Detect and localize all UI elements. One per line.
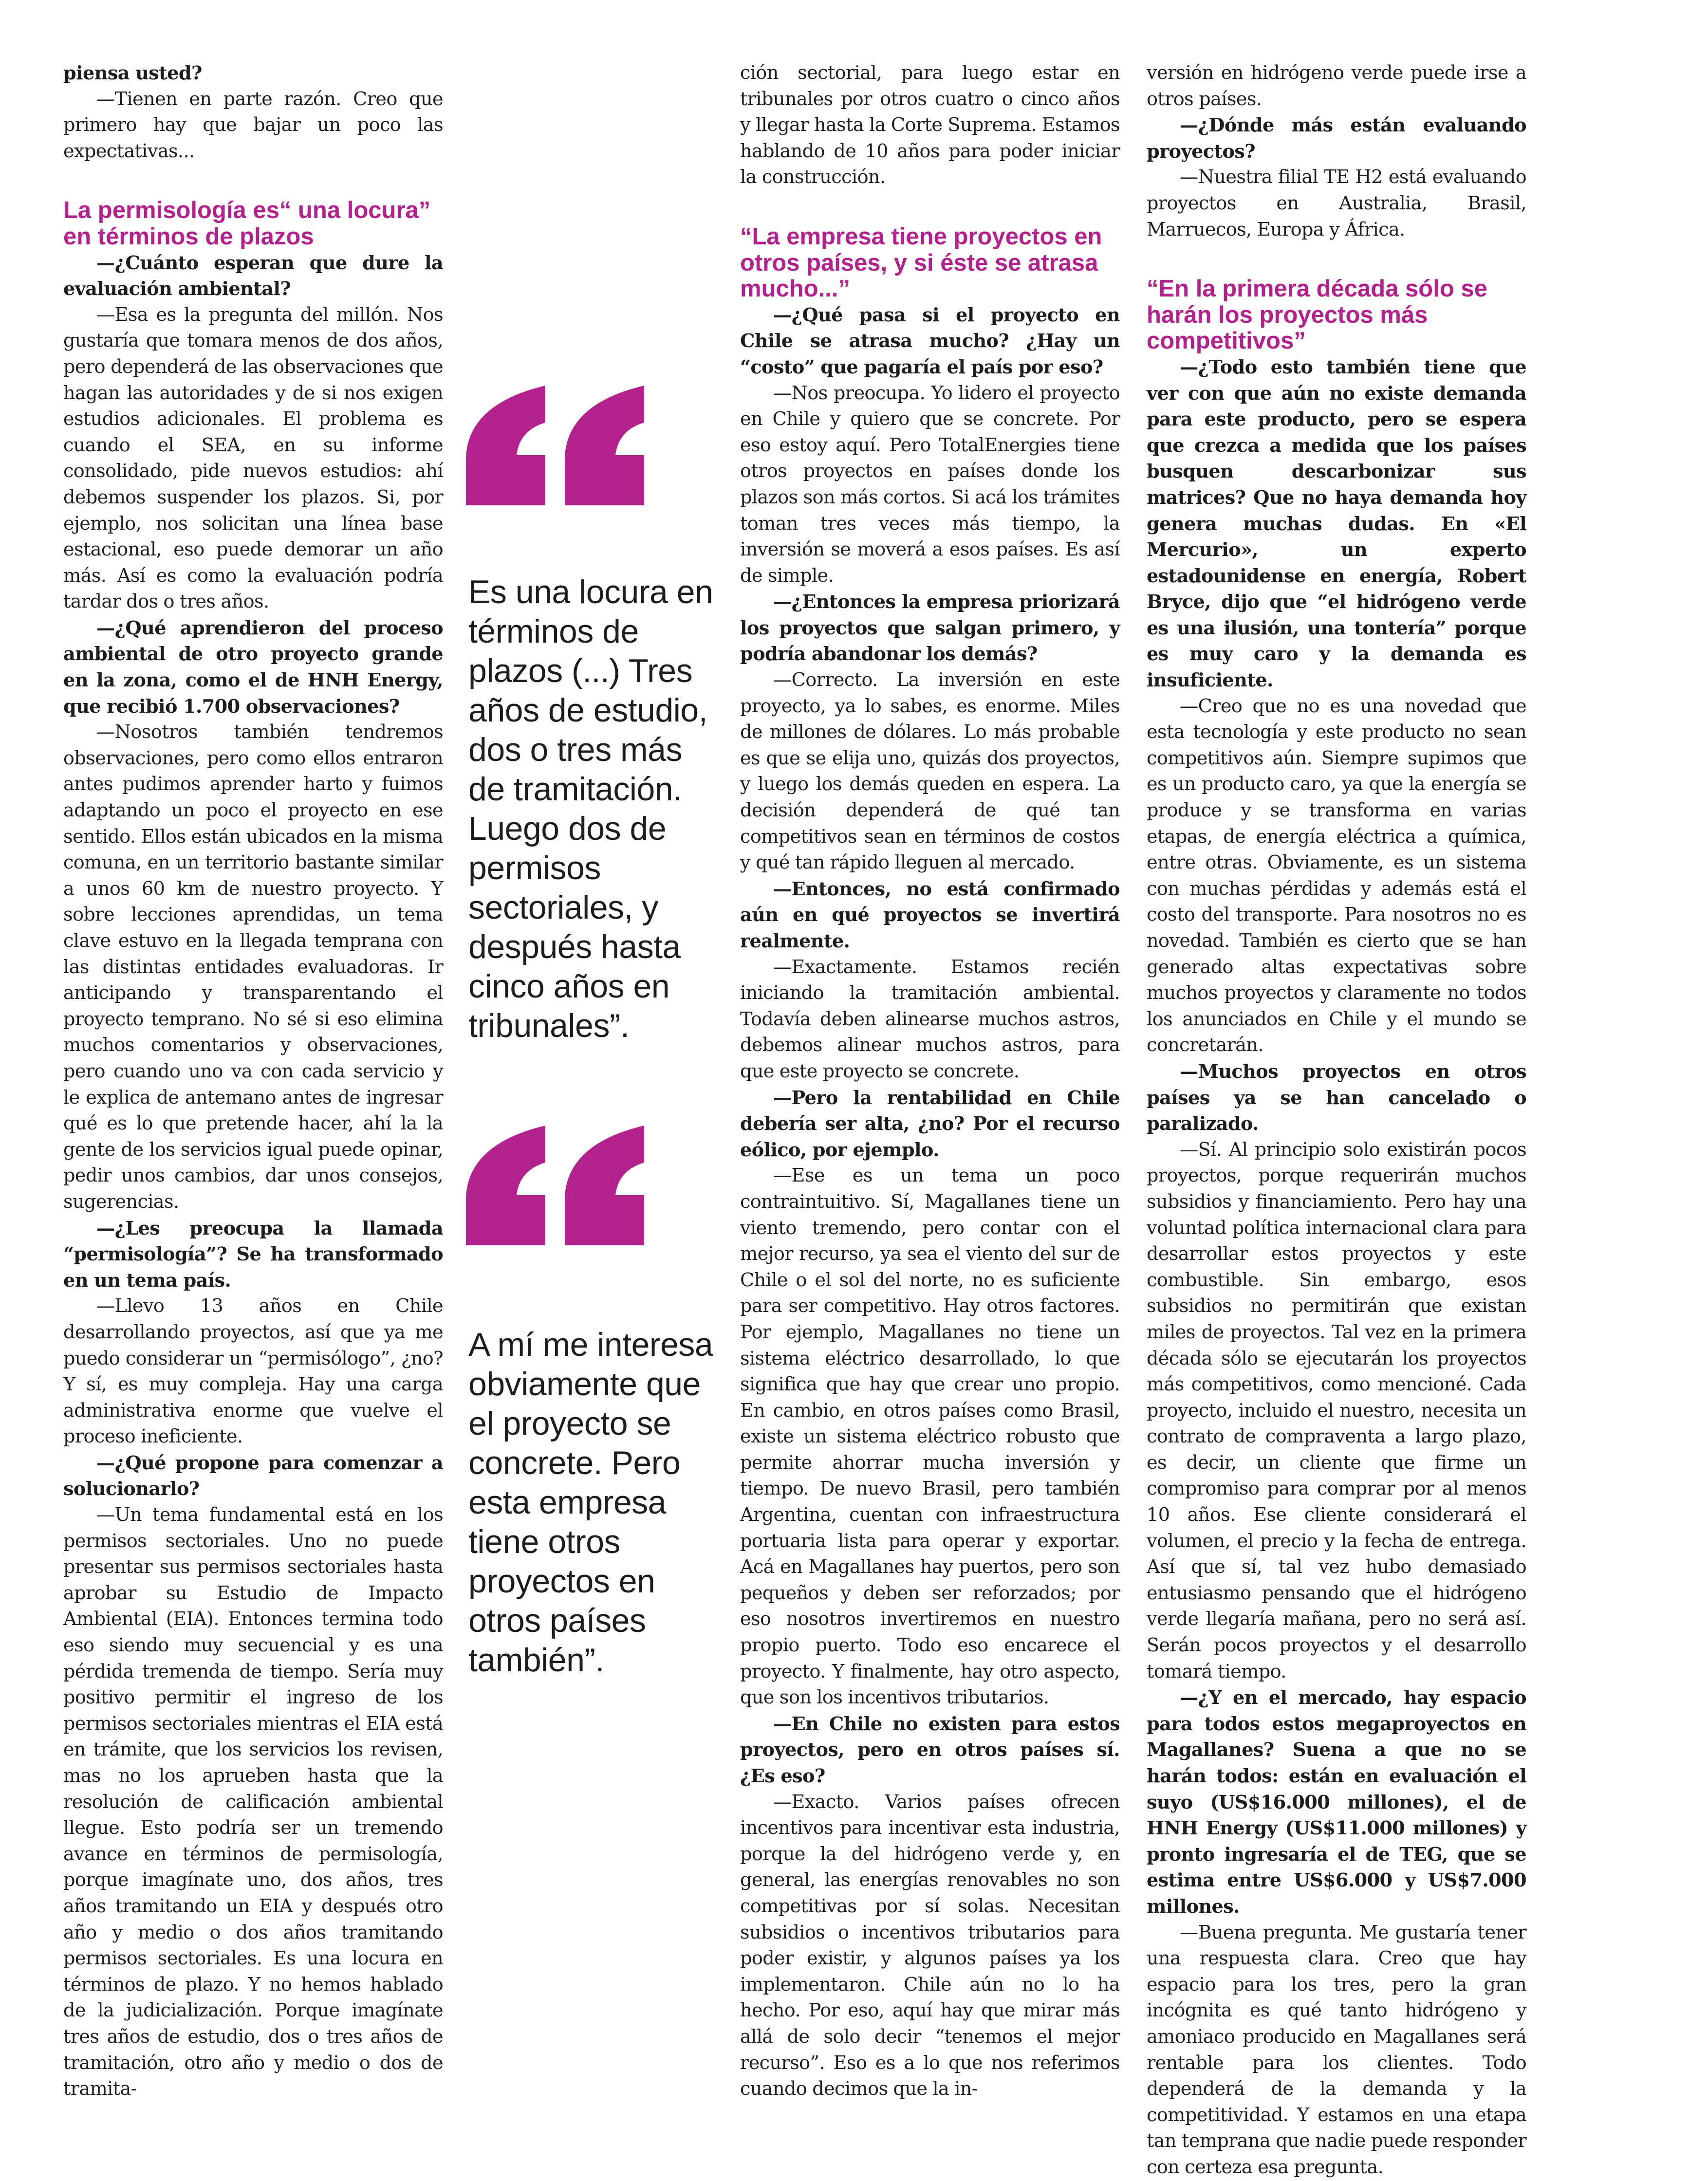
interview-question: —¿Qué aprendieron del proceso ambiental de otro proyecto grande en la zona, como el de HNH Energy, que recibió 1.700 observaciones?: [63, 617, 443, 718]
interview-question: —¿Les preocupa la llamada “permisología”? Se ha transformado en un tema país.: [63, 1217, 443, 1292]
section-heading: “En la primera década sólo se harán los proyectos más competitivos”: [1147, 276, 1487, 354]
interview-answer: —Exacto. Varios países ofrecen incentivos para incentivar esta industria, porque la del hidrógeno verde y, en general, las energías renovables no son competitivas por sí solas. Necesitan subsidios o incentivos tributarios para poder existir, y algunos países ya los implementaron. Chile aún no lo ha hecho. Por eso, aquí hay que mirar más allá de solo decir “tenemos el mejor recurso”. Eso es a lo que nos referimos cuando decimos que la in-: [740, 1791, 1120, 2100]
interview-question: piensa usted?: [63, 62, 202, 84]
interview-answer: —Exactamente. Estamos recién iniciando la tramitación ambiental. Todavía deben alinearse muchos astros, debemos alinear muchos astros, para que este proyecto se concrete.: [740, 956, 1120, 1082]
pull-quote-2: A mí me interesa obviamente que el proyecto se concrete. Pero esta empresa tiene otros proyectos en otros países también”.: [468, 1326, 713, 1679]
interview-question: —En Chile no existen para estos proyectos, pero en otros países sí. ¿Es eso?: [740, 1713, 1120, 1787]
interview-answer: —Un tema fundamental está en los permisos sectoriales. Uno no puede presentar sus permisos sectoriales hasta aprobar su Estudio de Impacto Ambiental (EIA). Entonces termina todo eso siendo muy secuencial y es una pérdida tremenda de tiempo. Sería muy positivo permitir el ingreso de los permisos sectoriales mientras el EIA está en trámite, que los servicios los revisen, mas no los aprueben hasta que la resolución de calificación ambiental llegue. Esto podría ser un tremendo avance en términos de permisología, porque imagínate uno, dos años, tres años tramitando un EIA y después otro año y medio o dos años tramitando permisos sectoriales. Es una locura en términos de plazo. Y no hemos hablado de la judicialización. Porque imagínate tres años de estudio, dos o tres años de tramitación, otro año y medio o dos de tramita-: [63, 1504, 443, 2100]
quotation-mark-icon: [465, 385, 645, 506]
article-column-2: [740, 60, 1120, 2103]
interview-answer: —Ese es un tema un poco contraintuitivo. Sí, Magallanes tiene un viento tremendo, pero contar con el mejor recurso, ya sea el viento del sur de Chile o el sol del norte, no es suficiente para ser competitivo. Hay otros factores. Por ejemplo, Magallanes no tiene un sistema eléctrico desarrollado, lo que significa que hay que crear uno propio. En cambio, en otros países como Brasil, existe un sistema eléctrico robusto que permite ahorrar mucha inversión y tiempo. De nuevo Brasil, pero también Argentina, cuentan con infraestructura portuaria lista para operar y exportar. Acá en Magallanes hay puertos, pero son pequeños y deben ser reforzados; por eso nosotros invertiremos en nuestro propio puerto. Todo eso encarece el proyecto. Y finalmente, hay otro aspecto, que son los incentivos tributarios.: [740, 1165, 1120, 1709]
section-heading: “La empresa tiene proyectos en otros países, y si éste se atrasa mucho...”: [740, 223, 1102, 302]
interview-answer: —Llevo 13 años en Chile desarrollando proyectos, así que ya me puedo considerar un “permisólogo”, ¿no? Y sí, es muy compleja. Hay una carga administrativa enorme que vuelve el proceso ineficiente.: [63, 1295, 443, 1448]
interview-question: —¿Cuánto esperan que dure la evaluación ambiental?: [63, 252, 443, 300]
interview-question: —¿Dónde más están evaluando proyectos?: [1147, 114, 1526, 163]
interview-answer: —Nuestra filial TE H2 está evaluando proyectos en Australia, Brasil, Marruecos, Europa y África.: [1147, 166, 1526, 240]
interview-question: —Entonces, no está confirmado aún en qué proyectos se invertirá realmente.: [740, 878, 1120, 952]
interview-answer: —Correcto. La inversión en este proyecto, ya lo sabes, es enorme. Miles de millones de dólares. Lo más probable es que se elija uno, quizás dos proyectos, y luego los demás queden en espera. La decisión dependerá de qué tan competitivos sean en términos de costos y qué tan rápido lleguen al mercado.: [740, 669, 1120, 874]
interview-answer: versión en hidrógeno verde puede irse a otros países.: [1147, 62, 1526, 110]
interview-question: —Pero la rentabilidad en Chile debería ser alta, ¿no? Por el recurso eólico, por ejemplo.: [740, 1087, 1120, 1161]
interview-answer: ción sectorial, para luego estar en tribunales por otros cuatro o cinco años y llegar hasta la Corte Suprema. Estamos hablando de 10 años para poder iniciar la construcción.: [740, 62, 1120, 188]
article-column-3: [1147, 60, 1526, 2181]
pull-quote-1: Es una locura en términos de plazos (...) Tres años de estudio, dos o tres más de tramitación. Luego dos de permisos sectoriales, y después hasta cinco años en tribunales”.: [468, 573, 713, 1044]
quotation-mark-icon: [465, 1125, 645, 1246]
interview-answer: —Sí. Al principio solo existirán pocos proyectos, porque requerirán muchos subsidios y financiamiento. Pero hay una voluntad política internacional clara para desarrollar estos proyectos y este combustible. Sin embargo, esos subsidios no permitirán que existan miles de proyectos. Tal vez en la primera década sólo se ejecutarán los proyectos más competitivos, como mencioné. Cada proyecto, incluido el nuestro, necesita un contrato de compraventa a largo plazo, es decir, un cliente que firme un compromiso para comprar por al menos 10 años. Ese cliente considerará el volumen, el precio y la fecha de entrega. Así que sí, tal vez hubo demasiado entusiasmo pensando que el hidrógeno verde llegaría mañana, pero no será así. Serán pocos proyectos y el desarrollo tomará tiempo.: [1147, 1139, 1526, 1682]
interview-question: —Muchos proyectos en otros países ya se han cancelado o paralizado.: [1147, 1060, 1526, 1135]
interview-answer: —Esa es la pregunta del millón. Nos gustaría que tomara menos de dos años, pero dependerá de las observaciones que hagan las autoridades y de si nos exigen estudios adicionales. El problema es cuando el SEA, en su informe consolidado, pide nuevos estudios: ahí debemos suspender los plazos. Si, por ejemplo, nos solicitan una línea base estacional, eso puede demorar un año más. Así es como la evaluación podría tardar dos o tres años.: [63, 304, 443, 613]
interview-answer: —Tienen en parte razón. Creo que primero hay que bajar un poco las expectativas...: [63, 88, 443, 162]
interview-answer: —Nosotros también tendremos observaciones, pero como ellos entraron antes pudimos aprender harto y fuimos adaptando un poco el proyecto en ese sentido. Ellos están ubicados en la misma comuna, en un territorio bastante similar a unos 60 km de nuestro proyecto. Y sobre lecciones aprendidas, un tema clave estuvo en la llegada temprana con las distintas entidades evaluadoras. Ir anticipando y transparentando el proyecto temprano. No sé si eso elimina muchos comentarios y observaciones, pero cuando uno va con cada servicio y le explica de antemano antes de ingresar qué es lo que pretende hacer, ahí la la gente de los servicios igual puede opinar, pedir unos cambios, dar unos consejos, sugerencias.: [63, 721, 443, 1213]
interview-question: —¿Todo esto también tiene que ver con que aún no existe demanda para este producto, pero se espera que crezca a medida que los países busquen descarbonizar sus matrices? Que no haya demanda hoy genera muchas dudas. En «El Mercurio», un experto estadounidense en energía, Robert Bryce, dijo que “el hidrógeno verde es una ilusión, una tontería” porque es muy caro y la demanda es insuficiente.: [1147, 356, 1526, 692]
interview-question: —¿Entonces la empresa priorizará los proyectos que salgan primero, y podría abandonar los demás?: [740, 591, 1120, 665]
interview-answer: —Nos preocupa. Yo lidero el proyecto en Chile y quiero que se concrete. Por eso estoy aquí. Pero TotalEnergies tiene otros proyectos en países donde los plazos son más cortos. Si acá los trámites toman tres veces más tiempo, la inversión se moverá a esos países. Es así de simple.: [740, 382, 1120, 587]
section-heading: La permisología es“ una locura” en términos de plazos: [63, 197, 431, 250]
interview-answer: —Buena pregunta. Me gustaría tener una respuesta clara. Creo que hay espacio para los tres, pero la gran incógnita es qué tanto hidrógeno y amoniaco producido en Magallanes será rentable para los clientes. Todo dependerá de la demanda y la competitividad. Y estamos en una etapa tan temprana que nadie puede responder con certeza esa pregunta.: [1147, 1922, 1526, 2178]
article-column-1: [63, 60, 443, 2103]
interview-answer: —Creo que no es una novedad que esta tecnología y este producto no sean competitivos aún. Siempre supimos que es un producto caro, ya que la energía se produce y se transforma en varias etapas, de energía eléctrica a química, entre otras. Obviamente, es un sistema con muchas pérdidas y además está el costo del transporte. Para nosotros no es novedad. También es cierto que se han generado altas expectativas sobre muchos proyectos y claramente no todos los anunciados en Chile y el mundo se concretarán.: [1147, 695, 1526, 1056]
interview-question: —¿Qué propone para comenzar a solucionarlo?: [63, 1452, 443, 1500]
interview-question: —¿Qué pasa si el proyecto en Chile se atrasa mucho? ¿Hay un “costo” que pagaría el país por eso?: [740, 304, 1120, 378]
interview-question: —¿Y en el mercado, hay espacio para todos estos megaproyectos en Magallanes? Suena a que no se harán todos: están en evaluación el suyo (US$16.000 millones), el de HNH Energy (US$11.000 millones) y pronto ingresaría el de TEG, que se estima entre US$6.000 y US$7.000 millones.: [1147, 1687, 1526, 1918]
